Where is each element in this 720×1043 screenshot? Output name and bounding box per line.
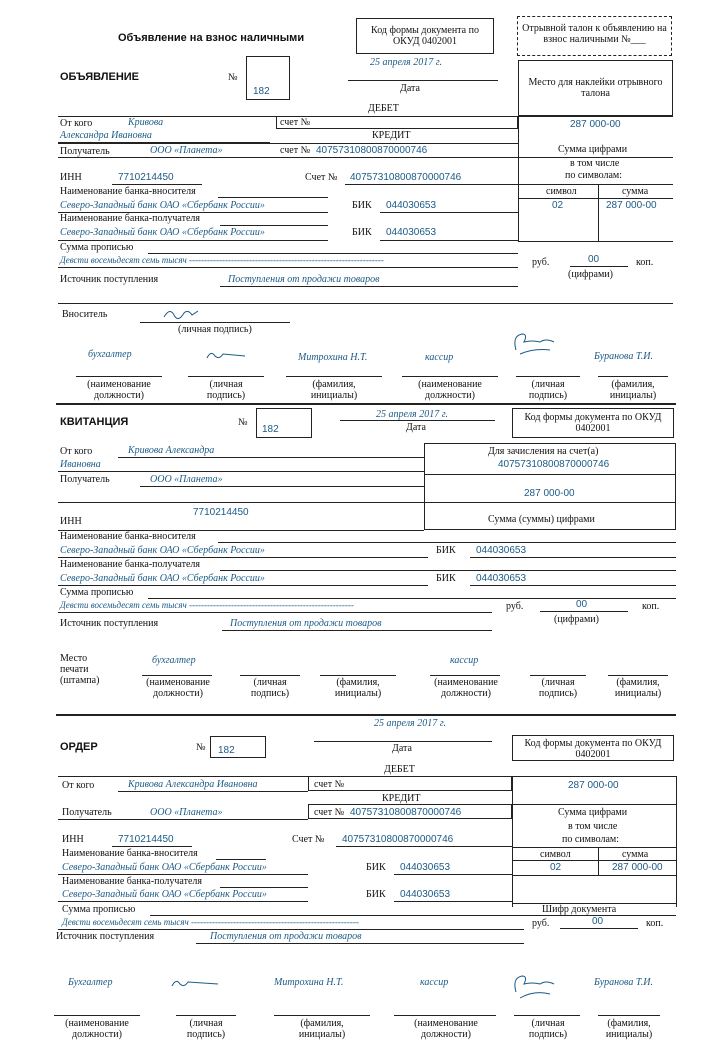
notice-account-label: счет №: [280, 117, 311, 128]
receipt-bik-label: БИК: [436, 545, 456, 556]
notice-payer-bank-value: Северо-Западный банк ОАО «Сбербанк России»: [60, 200, 265, 211]
receipt-amounts-label: Сумма (суммы) цифрами: [488, 514, 595, 525]
notice-source-label: Источник поступления: [60, 274, 159, 285]
receipt-sign-label-2: (личная подпись): [538, 677, 578, 699]
notice-depositor-label: Вноситель: [62, 309, 108, 320]
order-inn-value: 7710214450: [118, 834, 174, 845]
order-sign-label-1: (личная подпись): [186, 1018, 226, 1040]
notice-pos-label-2: (наименование должности): [418, 379, 482, 401]
notice-sign-label-1: (личная подпись): [206, 379, 246, 401]
notice-recipient-account: 40757310800870000746: [316, 145, 428, 156]
receipt-fio-label-2: (фамилия, инициалы): [614, 677, 662, 699]
order-words-value: Девсти восемьдесят семь тысяч --------------------------------------------------------: [62, 917, 359, 927]
order-payer-bank-label: Наименование банка-вносителя: [62, 848, 198, 859]
order-fio-label-2: (фамилия, инициалы): [605, 1018, 653, 1040]
notice-source-value: Поступления от продажи товаров: [228, 274, 380, 285]
notice-payer-bank-label: Наименование банка-вносителя: [60, 186, 196, 197]
order-source-value: Поступления от продажи товаров: [210, 931, 362, 942]
order-name1: Митрохина Н.Т.: [274, 977, 344, 988]
order-rub: руб.: [532, 918, 550, 929]
receipt-rub: руб.: [506, 601, 524, 612]
notice-date: 25 апреля 2017 г.: [370, 57, 442, 68]
notice-by-symbols: по символам:: [565, 170, 623, 181]
notice-name1: Митрохина Н.Т.: [298, 352, 368, 363]
notice-name2: Буранова Т.И.: [594, 351, 653, 362]
notice-kop-value: 00: [588, 254, 600, 265]
order-form-code: Код формы документа по ОКУД 0402001: [512, 735, 674, 761]
receipt-date: 25 апреля 2017 г.: [376, 409, 448, 420]
order-pos-label-2: (наименование должности): [414, 1018, 478, 1040]
order-symbol-label: символ: [540, 849, 571, 860]
order-amount: 287 000-00: [568, 780, 619, 791]
notice-bik-value: 044030653: [386, 200, 437, 211]
receipt-from-value-2: Ивановна: [60, 459, 101, 470]
receipt-digits: (цифрами): [554, 614, 599, 625]
notice-words-value: Девсти восемьдесят семь тысяч -----------------------------------------------------------------: [60, 255, 384, 265]
notice-digits: (цифрами): [568, 269, 613, 280]
receipt-number-sign: №: [238, 417, 248, 428]
notice-account-value2: 40757310800870000746: [350, 172, 462, 183]
notice-from-label: От кого: [60, 118, 93, 129]
order-bik-label: БИК: [366, 862, 386, 873]
receipt-kop-value: 00: [576, 599, 588, 610]
notice-fio-label-1: (фамилия, инициалы): [310, 379, 358, 401]
notice-sum-label: сумма: [622, 186, 649, 197]
order-bik-value: 044030653: [400, 862, 451, 873]
notice-from-value-1: Кривова: [128, 117, 164, 128]
notice-symbol-label: символ: [546, 186, 577, 197]
order-account-value2: 40757310800870000746: [342, 834, 454, 845]
depositor-signature: [162, 305, 202, 321]
receipt-pos-label-1: (наименование должности): [146, 677, 210, 699]
order-recipient-label: Получатель: [62, 807, 112, 818]
order-cipher-label: Шифр документа: [542, 904, 617, 915]
notice-payee-bank-label: Наименование банка-получателя: [60, 213, 200, 224]
order-symbol-sum: 287 000-00: [612, 862, 663, 873]
notice-payee-bank-value: Северо-Западный банк ОАО «Сбербанк России»: [60, 227, 265, 238]
receipt-bik-value: 044030653: [476, 545, 527, 556]
order-heading: ОРДЕР: [60, 741, 98, 753]
receipt-source-value: Поступления от продажи товаров: [230, 618, 382, 629]
order-payee-bank-label: Наименование банка-получателя: [62, 876, 202, 887]
order-sign-label-2: (личная подпись): [528, 1018, 568, 1040]
notice-date-label: Дата: [400, 83, 420, 94]
notice-incl-label: в том числе: [570, 158, 620, 169]
notice-bik-value2: 044030653: [386, 227, 437, 238]
order-name2: Буранова Т.И.: [594, 977, 653, 988]
receipt-date-label: Дата: [406, 422, 426, 433]
order-words-label: Сумма прописью: [62, 904, 136, 915]
receipt-inn-label: ИНН: [60, 516, 82, 527]
receipt-payer-bank-value: Северо-Западный банк ОАО «Сбербанк России»: [60, 545, 265, 556]
notice-inn-value: 7710214450: [118, 172, 174, 183]
order-date-label: Дата: [392, 743, 412, 754]
receipt-inn-value: 7710214450: [193, 507, 249, 518]
notice-symbol-sum: 287 000-00: [606, 200, 657, 211]
notice-amount-digits: 287 000-00: [570, 119, 621, 130]
receipt-kop: коп.: [642, 601, 660, 612]
order-recipient-account: 40757310800870000746: [350, 807, 462, 818]
receipt-bik-value2: 044030653: [476, 573, 527, 584]
order-credit: КРЕДИТ: [382, 793, 421, 804]
notice-accountant-signature: [205, 348, 247, 362]
form-title: Объявление на взнос наличными: [118, 32, 305, 44]
notice-amount-digits-label: Сумма цифрами: [558, 144, 628, 155]
notice-sign-label-2: (личная подпись): [528, 379, 568, 401]
notice-recipient-label: Получатель: [60, 146, 110, 157]
order-pos-label-1: (наименование должности): [65, 1018, 129, 1040]
receipt-role1: бухгалтер: [152, 655, 196, 666]
order-from-label: От кого: [62, 780, 95, 791]
receipt-words-label: Сумма прописью: [60, 587, 134, 598]
order-recipient-account-label: счет №: [314, 807, 345, 818]
notice-debit: ДЕБЕТ: [368, 103, 399, 114]
notice-rub: руб.: [532, 257, 550, 268]
order-number-sign: №: [196, 742, 206, 753]
order-debit: ДЕБЕТ: [384, 764, 415, 775]
receipt-from-value-1: Кривова Александра: [128, 445, 215, 456]
receipt-fio-label-1: (фамилия, инициалы): [334, 677, 382, 699]
receipt-from-label: От кого: [60, 446, 93, 457]
order-payee-bank-value: Северо-Западный банк ОАО «Сбербанк России»: [62, 889, 267, 900]
notice-account-label2: Счет №: [305, 172, 338, 183]
receipt-payee-bank-label: Наименование банка-получателя: [60, 559, 200, 570]
notice-symbol-value: 02: [552, 200, 564, 211]
notice-pos-label-1: (наименование должности): [87, 379, 151, 401]
order-from-value: Кривова Александра Ивановна: [128, 779, 258, 790]
notice-bik-label2: БИК: [352, 227, 372, 238]
order-payer-bank-value: Северо-Западный банк ОАО «Сбербанк России»: [62, 862, 267, 873]
order-date: 25 апреля 2017 г.: [374, 718, 446, 729]
notice-number: 182: [253, 86, 270, 97]
order-role2: кассир: [420, 977, 449, 988]
receipt-bik-label2: БИК: [436, 573, 456, 584]
receipt-payer-bank-label: Наименование банка-вносителя: [60, 531, 196, 542]
notice-recipient-account-label: счет №: [280, 145, 311, 156]
receipt-credit-to-value: 40757310800870000746: [498, 459, 610, 470]
receipt-pos-label-2: (наименование должности): [434, 677, 498, 699]
receipt-words-value: Девсти восемьдесят семь тысяч -------------------------------------------------------: [60, 600, 354, 610]
receipt-role2: кассир: [450, 655, 479, 666]
order-fio-label-1: (фамилия, инициалы): [298, 1018, 346, 1040]
order-sum-label: сумма: [622, 849, 649, 860]
notice-number-sign: №: [228, 72, 238, 83]
notice-cashier-signature: [510, 330, 558, 358]
notice-bik-label: БИК: [352, 200, 372, 211]
notice-recipient-value: ООО «Планета»: [150, 145, 223, 156]
order-account-label2: Счет №: [292, 834, 325, 845]
order-incl-label: в том числе: [568, 821, 618, 832]
receipt-number: 182: [262, 424, 279, 435]
receipt-form-code: Код формы документа по ОКУД 0402001: [512, 408, 674, 438]
receipt-recipient-label: Получатель: [60, 474, 110, 485]
order-inn-label: ИНН: [62, 834, 84, 845]
receipt-heading: КВИТАНЦИЯ: [60, 416, 129, 428]
order-bik-value2: 044030653: [400, 889, 451, 900]
order-account-label: счет №: [314, 779, 345, 790]
order-bik-label2: БИК: [366, 889, 386, 900]
notice-heading: ОБЪЯВЛЕНИЕ: [60, 71, 140, 83]
notice-inn-label: ИНН: [60, 172, 82, 183]
receipt-stamp-label: Место печати (штампа): [60, 653, 100, 686]
notice-role1: бухгалтер: [88, 349, 132, 360]
receipt-credit-to-label: Для зачисления на счет(а): [488, 446, 599, 457]
receipt-amount: 287 000-00: [524, 488, 575, 499]
order-role1: Бухгалтер: [68, 977, 113, 988]
order-symbol-value: 02: [550, 862, 562, 873]
order-source-label: Источник поступления: [56, 931, 155, 942]
receipt-sign-label-1: (личная подпись): [250, 677, 290, 699]
form-code-box: Код формы документа по ОКУД 0402001: [356, 18, 494, 54]
stub-note: Отрывной талон к объявлению на взнос наличными №___: [517, 16, 672, 56]
notice-role2: кассир: [425, 352, 454, 363]
order-kop: коп.: [646, 918, 664, 929]
order-recipient-value: ООО «Планета»: [150, 807, 223, 818]
notice-stub-place: Место для наклейки отрывного талона: [518, 60, 673, 116]
notice-credit: КРЕДИТ: [372, 130, 411, 141]
receipt-recipient-value: ООО «Планета»: [150, 474, 223, 485]
order-accountant-signature: [170, 976, 220, 990]
receipt-payee-bank-value: Северо-Западный банк ОАО «Сбербанк России»: [60, 573, 265, 584]
order-cashier-signature: [510, 972, 558, 1002]
order-amount-digits-label: Сумма цифрами: [558, 807, 628, 818]
notice-fio-label-2: (фамилия, инициалы): [609, 379, 657, 401]
order-number: 182: [218, 745, 235, 756]
order-kop-value: 00: [592, 916, 604, 927]
notice-words-label: Сумма прописью: [60, 242, 134, 253]
notice-personal-sign: (личная подпись): [178, 324, 252, 335]
receipt-source-label: Источник поступления: [60, 618, 159, 629]
order-by-symbols: по символам:: [562, 834, 620, 845]
notice-from-value-2: Александра Ивановна: [60, 130, 152, 141]
notice-kop: коп.: [636, 257, 654, 268]
